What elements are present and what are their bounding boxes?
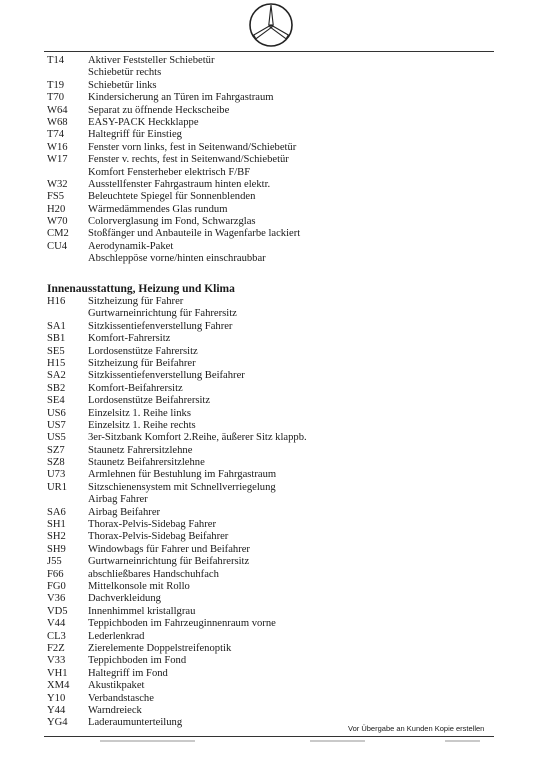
equipment-code: FS5 (47, 191, 65, 203)
equipment-description: Stoßfänger und Anbauteile in Wagenfarbe lackiert (88, 228, 301, 240)
equipment-description: Gurtwarneinrichtung für Beifahrersitz (88, 556, 250, 568)
equipment-description: Armlehnen für Bestuhlung im Fahrgastraum (88, 469, 277, 481)
equipment-description: Sitzschienensystem mit Schnellverriegelung (88, 481, 276, 493)
equipment-description: Lederlenkrad (88, 630, 145, 642)
equipment-description: Thorax-Pelvis-Sidebag Beifahrer (88, 531, 229, 543)
equipment-description: Komfort Fensterheber elektrisch F/BF (88, 166, 251, 178)
equipment-description: Komfort-Beifahrersitz (88, 382, 183, 394)
equipment-code: SH2 (47, 531, 66, 543)
equipment-description: Schiebetür links (88, 79, 157, 91)
equipment-code: VH1 (47, 667, 68, 679)
equipment-code: SH1 (47, 519, 66, 531)
equipment-description: Haltegriff für Einstieg (88, 129, 182, 141)
equipment-description: Lordosenstütze Beifahrersitz (88, 395, 211, 407)
equipment-description: Warndreieck (88, 704, 142, 716)
equipment-code: SZ8 (47, 457, 65, 469)
equipment-code: H16 (47, 296, 66, 307)
equipment-code: F2Z (47, 642, 65, 654)
equipment-code: W17 (47, 154, 68, 166)
equipment-description: Akustikpaket (88, 680, 145, 692)
equipment-description: Fenster v. rechts, fest in Seitenwand/Schiebetür (88, 154, 289, 166)
faint-footer-mark (310, 740, 365, 742)
equipment-description: Windowbags für Fahrer und Beifahrer (88, 543, 250, 555)
equipment-code: SE5 (47, 345, 65, 357)
equipment-description: abschließbares Handschuhfach (88, 568, 219, 580)
equipment-code: US5 (47, 432, 66, 444)
equipment-code: US7 (47, 419, 66, 431)
equipment-code: H20 (47, 203, 66, 215)
equipment-description: Teppichboden im Fahrzeuginnenraum vorne (88, 618, 276, 630)
equipment-code: T74 (47, 129, 65, 141)
equipment-code: W16 (47, 141, 68, 153)
equipment-description: Ausstellfenster Fahrgastraum hinten elektr. (88, 178, 271, 190)
equipment-code: US6 (47, 407, 66, 419)
equipment-description: Lordosenstütze Fahrersitz (88, 345, 198, 357)
equipment-description: Kindersicherung an Türen im Fahrgastraum (88, 92, 274, 104)
equipment-description: Separat zu öffnende Heckscheibe (88, 104, 230, 116)
equipment-code: W32 (47, 178, 68, 190)
equipment-description: Innenhimmel kristallgrau (88, 605, 196, 617)
equipment-code: FG0 (47, 580, 66, 592)
equipment-description: Beleuchtete Spiegel für Sonnenblenden (88, 191, 256, 203)
equipment-description: Laderaumunterteilung (88, 717, 183, 729)
equipment-description: Sitzkissentiefenverstellung Fahrer (88, 320, 233, 332)
equipment-code: T19 (47, 79, 65, 91)
equipment-description: Gurtwarneinrichtung für Fahrersitz (88, 308, 237, 320)
equipment-description: Verbandstasche (88, 692, 154, 704)
equipment-code: V44 (47, 618, 66, 630)
equipment-description: Aktiver Feststeller Schiebetür (88, 55, 215, 66)
equipment-description: Mittelkonsole mit Rollo (88, 580, 190, 592)
equipment-description: Dachverkleidung (88, 593, 161, 605)
equipment-description: Sitzkissentiefenverstellung Beifahrer (88, 370, 245, 382)
equipment-description: Wärmedämmendes Glas rundum (88, 203, 228, 215)
equipment-code: W68 (47, 116, 68, 128)
equipment-description: Schiebetür rechts (88, 67, 162, 79)
equipment-code: CU4 (47, 240, 68, 252)
equipment-code: XM4 (47, 680, 70, 692)
equipment-code: Y44 (47, 704, 66, 716)
equipment-code: SA2 (47, 370, 66, 382)
equipment-description: Einzelsitz 1. Reihe links (88, 407, 191, 419)
equipment-code: SB2 (47, 382, 66, 394)
equipment-code: T70 (47, 92, 65, 104)
equipment-code: F66 (47, 568, 64, 580)
footer-rule (44, 736, 494, 737)
equipment-code: CM2 (47, 228, 69, 240)
equipment-code: Y10 (47, 692, 66, 704)
equipment-code: W70 (47, 216, 68, 228)
equipment-code: SE4 (47, 395, 65, 407)
footer-note: Vor Übergabe an Kunden Kopie erstellen (348, 724, 485, 733)
equipment-description: Colorverglasung im Fond, Schwarzglas (88, 216, 256, 228)
equipment-description: Teppichboden im Fond (88, 655, 187, 667)
faint-footer-mark (100, 740, 195, 742)
equipment-description: Komfort-Fahrersitz (88, 333, 171, 345)
equipment-description: Thorax-Pelvis-Sidebag Fahrer (88, 519, 216, 531)
equipment-code: SA6 (47, 506, 66, 518)
equipment-code: V33 (47, 655, 66, 667)
equipment-code: SB1 (47, 333, 66, 345)
equipment-code: H15 (47, 357, 66, 369)
equipment-description: Aerodynamik-Paket (88, 240, 174, 252)
equipment-description: Staunetz Fahrersitzlehne (88, 444, 193, 456)
equipment-description: Haltegriff im Fond (88, 667, 168, 679)
equipment-code: UR1 (47, 481, 68, 493)
equipment-code: SH9 (47, 543, 66, 555)
interior-section-title: Innenausstattung, Heizung und Klima (47, 283, 235, 295)
equipment-description: Sitzheizung für Beifahrer (88, 357, 196, 369)
equipment-description: Einzelsitz 1. Reihe rechts (88, 419, 196, 431)
equipment-code: SZ7 (47, 444, 65, 456)
equipment-code: U73 (47, 469, 66, 481)
equipment-code: VD5 (47, 605, 68, 617)
equipment-description: EASY-PACK Heckklappe (88, 116, 199, 128)
equipment-description: Abschleppöse vorne/hinten einschraubbar (88, 253, 266, 265)
equipment-code: CL3 (47, 630, 66, 642)
equipment-code: YG4 (47, 717, 68, 729)
equipment-description: Zierelemente Doppelstreifenoptik (88, 642, 232, 654)
equipment-description: Airbag Beifahrer (88, 506, 161, 518)
equipment-description: Sitzheizung für Fahrer (88, 296, 184, 307)
equipment-code: J55 (47, 556, 62, 568)
equipment-description: Staunetz Beifahrersitzlehne (88, 457, 205, 469)
equipment-description: Fenster vorn links, fest in Seitenwand/Schiebetür (88, 141, 297, 153)
header-rule (44, 51, 494, 52)
equipment-description: 3er-Sitzbank Komfort 2.Reihe, äußerer Sitz klappb. (88, 432, 307, 444)
equipment-description: Airbag Fahrer (88, 494, 148, 506)
mercedes-star-icon (248, 2, 294, 48)
equipment-code: V36 (47, 593, 66, 605)
faint-footer-mark (445, 740, 480, 742)
equipment-code: W64 (47, 104, 68, 116)
equipment-code: T14 (47, 55, 65, 66)
equipment-code: SA1 (47, 320, 66, 332)
